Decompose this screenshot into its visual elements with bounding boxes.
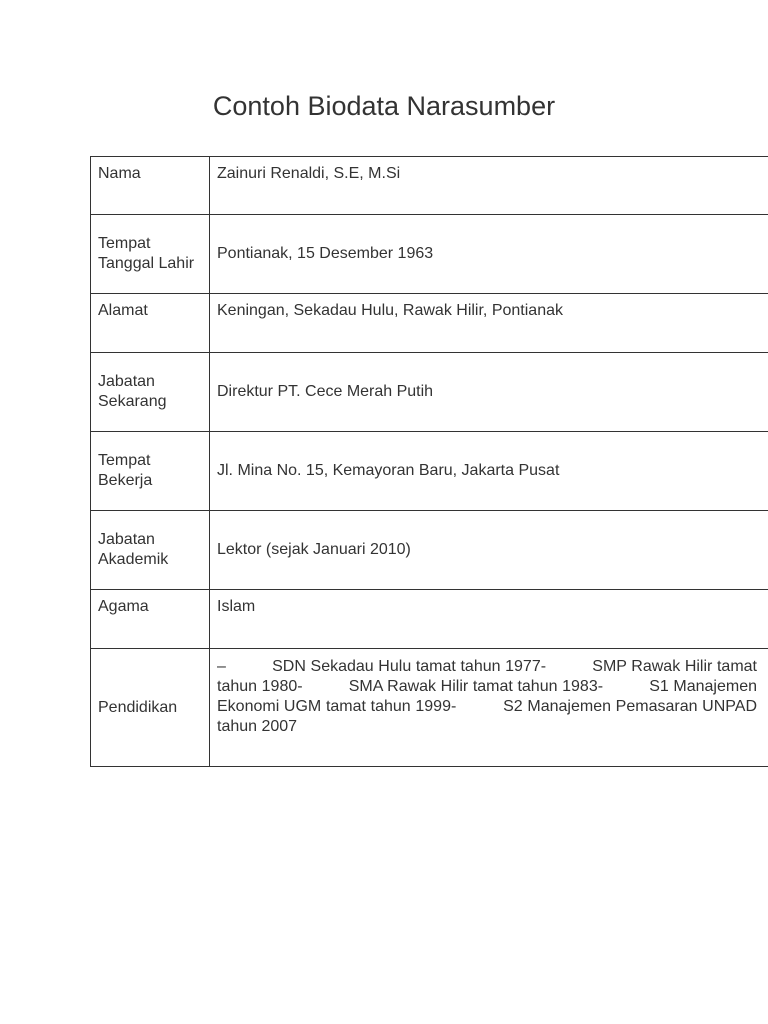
row-label-tempat-tanggal-lahir: Tempat Tanggal Lahir xyxy=(91,215,210,294)
row-label-nama: Nama xyxy=(91,157,210,215)
biodata-table xyxy=(90,156,768,767)
row-value-agama: Islam xyxy=(210,590,768,649)
row-label-jabatan-akademik: Jabatan Akademik xyxy=(91,511,210,590)
row-label-tempat-bekerja: Tempat Bekerja xyxy=(91,432,210,511)
page-title xyxy=(0,91,768,122)
row-value-jabatan-sekarang: Direktur PT. Cece Merah Putih xyxy=(210,353,768,432)
table-row xyxy=(91,511,768,590)
table-row xyxy=(91,294,768,353)
education-history-text: – SDN Sekadau Hulu tamat tahun 1977- SMP Rawak Hilir tamat tahun 1980- SMA Rawak Hilir tamat tahun 1983- S1 Manajemen Ekonomi UGM tamat tahun 1999- S2 Manajemen Pemasaran UNPAD tahun 2007 xyxy=(217,658,762,735)
table-row xyxy=(91,432,768,511)
row-label-jabatan-sekarang: Jabatan Sekarang xyxy=(91,353,210,432)
row-label-agama: Agama xyxy=(91,590,210,649)
row-value-jabatan-akademik: Lektor (sejak Januari 2010) xyxy=(210,511,768,590)
row-value-tempat-bekerja: Jl. Mina No. 15, Kemayoran Baru, Jakarta Pusat xyxy=(210,432,768,511)
row-label-alamat: Alamat xyxy=(91,294,210,353)
table-row xyxy=(91,353,768,432)
table-row xyxy=(91,157,768,215)
row-value-alamat: Keningan, Sekadau Hulu, Rawak Hilir, Pontianak xyxy=(210,294,768,353)
row-value-nama: Zainuri Renaldi, S.E, M.Si xyxy=(210,157,768,215)
row-value-pendidikan xyxy=(210,649,768,767)
row-label-pendidikan: Pendidikan xyxy=(91,649,210,767)
table-row xyxy=(91,649,768,767)
page-title-text: Contoh Biodata Narasumber xyxy=(212,91,556,121)
row-value-tempat-tanggal-lahir: Pontianak, 15 Desember 1963 xyxy=(210,215,768,294)
table-row xyxy=(91,215,768,294)
table-row xyxy=(91,590,768,649)
